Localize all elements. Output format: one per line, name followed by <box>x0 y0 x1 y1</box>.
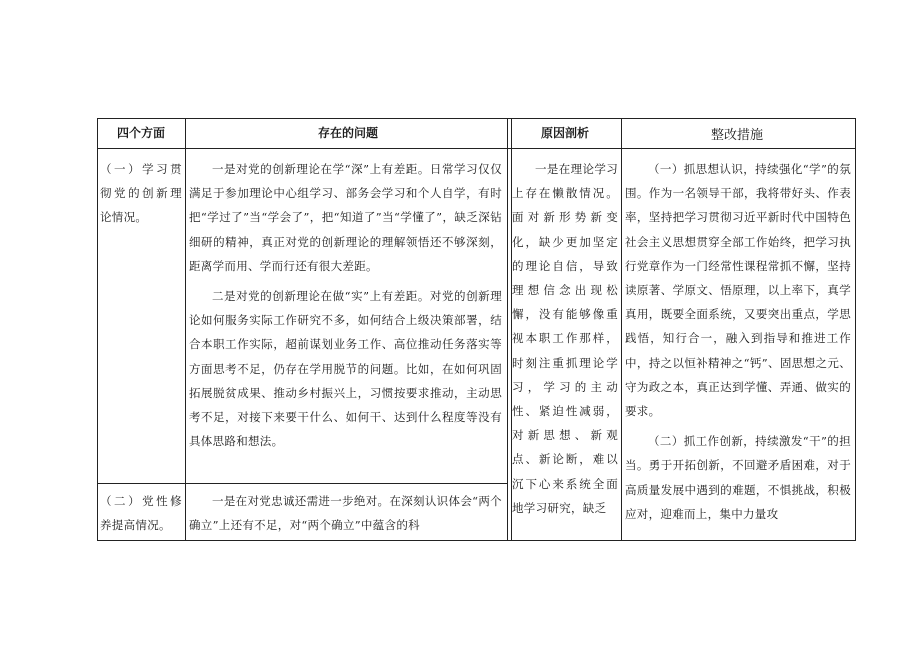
col1-divider <box>185 118 186 541</box>
col2-divider <box>507 118 508 541</box>
row1-problem-paragraph-1: 一是对党的创新理论在学“深”上有差距。日常学习仅仅满足于参加理论中心组学习、部务会学习和个人自学，有时把“学过了”当“学会了”，把“知道了”当“学懂了”，缺乏深钻细研的精神，真正对党的创新理论的理解领悟还不够深刻，距离学而用、学而行还有很大差距。 <box>189 162 502 273</box>
row1-aspect-text: （一）学习贯彻党的创新理论情况。 <box>100 162 182 225</box>
table-top-border <box>97 118 856 119</box>
row1-aspect <box>100 157 182 230</box>
row2-aspect-text: （二）党性修养提高情况。 <box>100 494 182 533</box>
table-bottom-border <box>97 540 856 541</box>
rectification-measures <box>625 157 851 526</box>
table-right-border <box>855 118 856 541</box>
header-bottom-border <box>97 148 856 149</box>
cause-analysis-text: 一是在理论学习上存在懒散情况。面对新形势新变化，缺少更加坚定的理论自信，导致理想信念出现松懈，没有能够像重视本职工作那样，时刻注重抓理论学习，学习的主动性、紧迫性减弱，对新思想、新观点、新论断，难以沉下心来系统全面地学习研究，缺乏 <box>512 162 618 515</box>
row2-aspect <box>100 489 182 537</box>
measures-paragraph-1: （一）抓思想认识，持续强化“学”的氛围。作为一名领导干部，我将带好头、作表率，坚持把学习贯彻习近平新时代中国特色社会主义思想贯穿全部工作始终，把学习执行党章作为一门经常性课程常抓不懈，坚持读原著、学原文、悟原理，以上率下，真学真用，既要全面系统，又要突出重点，学思践悟，知行合一，融入到指导和推进工作中，持之以恒补精神之“钙”、固思想之元、守为政之本，真正达到学懂、弄通、做实的要求。 <box>625 162 851 419</box>
cause-analysis <box>512 157 618 520</box>
table-left-border <box>97 118 98 541</box>
row1-problem-paragraph-2: 二是对党的创新理论在做“实”上有差距。对党的创新理论如何服务实际工作研究不多，如何结合上级决策部署，结合本职工作实际，超前谋划业务工作、高位推动任务落实等方面思考不足，仍存在学用脱节的问题。比如，在如何巩固拓展脱贫成果、推动乡村振兴上，习惯按要求推动，主动思考不足，对接下来要干什么、如何干、达到什么程度等没有具体思路和想法。 <box>189 289 502 449</box>
header-four-aspects: 四个方面 <box>117 126 166 140</box>
col3-divider <box>621 118 622 541</box>
row1-problems <box>189 157 502 453</box>
header-problems: 存在的问题 <box>318 126 379 140</box>
measures-paragraph-2: （二）抓工作创新，持续激发“干”的担当。勇于开拓创新，不回避矛盾困难，对于高质量发展中遇到的难题，不惧挑战，积极应对，迎难而上，集中力量攻 <box>625 434 851 521</box>
header-cause-analysis: 原因剖析 <box>541 126 590 140</box>
row2-problem-paragraph-1: 一是在对党忠诚还需进一步绝对。在深刻认识体会“两个确立”上还有不足，对“两个确立”中蕴含的科 <box>189 494 502 533</box>
row1-bottom-border-left <box>97 483 507 484</box>
row2-problems <box>189 489 502 537</box>
header-measures: 整改措施 <box>711 128 764 143</box>
